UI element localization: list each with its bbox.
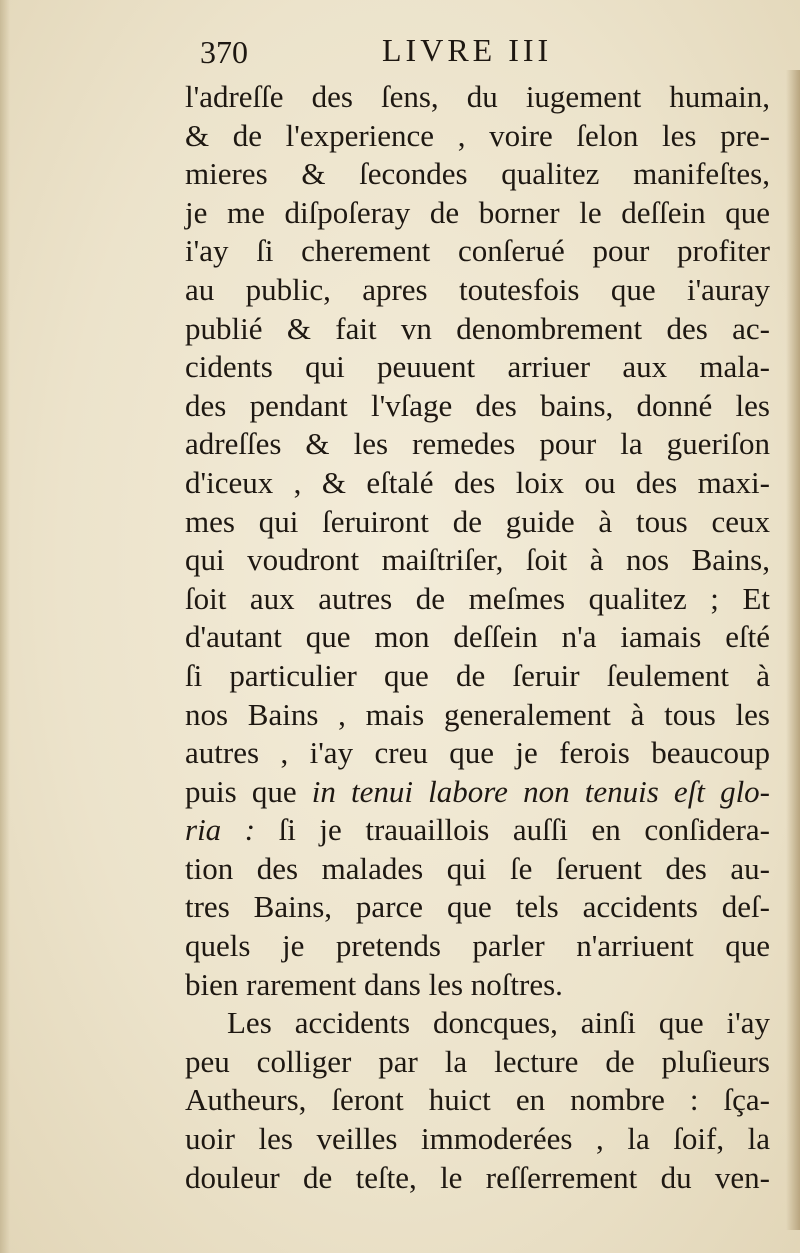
text-line: au public, apres toutesfois que i'auray bbox=[185, 271, 770, 307]
text-line: tion des malades qui ſe ſeruent des au- bbox=[185, 850, 770, 886]
text-line: je me diſpoſeray de borner le deſſein que bbox=[185, 194, 770, 230]
text-line: d'iceux , & eſtalé des loix ou des maxi- bbox=[185, 464, 770, 500]
text-line: nos Bains , mais generalement à tous les bbox=[185, 696, 770, 732]
text-line: ſoit aux autres de meſmes qualitez ; Et bbox=[185, 580, 770, 616]
latin-quotation: in tenui labore non tenuis eſt glo- bbox=[311, 773, 771, 809]
text-line: quels je pretends parler n'arriuent que bbox=[185, 928, 770, 964]
text-line: cidents qui peuuent arriuer aux mala- bbox=[185, 349, 770, 385]
text-line: autres , i'ay creu que je ferois beaucoup bbox=[185, 735, 770, 771]
page-number: 370 bbox=[200, 34, 248, 70]
paragraph-1 bbox=[185, 78, 770, 1004]
text-line: l'adreſſe des ſens, du iugement humain, bbox=[185, 79, 770, 114]
page-gutter-shadow bbox=[0, 0, 10, 1253]
text-line: qui voudront maiſtriſer, ſoit à nos Bains, bbox=[185, 542, 770, 578]
running-head: LIVRE III bbox=[382, 32, 553, 68]
paragraph-2 bbox=[185, 1004, 770, 1197]
text-line: bien rarement dans les noſtres. bbox=[185, 966, 563, 1002]
text-line: tres Bains, parce que tels accidents deſ- bbox=[185, 889, 770, 925]
body-text bbox=[185, 78, 770, 1197]
text-line: Les accidents doncques, ainſi que i'ay bbox=[227, 1005, 770, 1041]
page-edge-shadow bbox=[786, 70, 800, 1230]
text-line: des pendant l'vſage des bains, donné les bbox=[185, 387, 770, 423]
text-line bbox=[185, 773, 770, 812]
text-line: d'autant que mon deſſein n'a iamais eſté bbox=[185, 619, 770, 655]
text-line: adreſſes & les remedes pour la gueriſon bbox=[185, 426, 770, 462]
text-line: mieres & ſecondes qualitez manifeſtes, bbox=[185, 156, 770, 192]
text-line: ſi particulier que de ſeruir ſeulement à bbox=[185, 657, 770, 693]
text-line: peu colliger par la lecture de pluſieurs bbox=[185, 1043, 770, 1079]
line-roman-part: puis que bbox=[185, 773, 312, 809]
text-line: mes qui ſeruiront de guide à tous ceux bbox=[185, 503, 770, 539]
text-line: i'ay ſi cherement conſerué pour profiter bbox=[185, 233, 770, 269]
text-line: uoir les veilles immoderées , la ſoif, la bbox=[185, 1121, 770, 1157]
latin-quotation: ria : bbox=[185, 812, 256, 848]
line-roman-part: ſi je trauaillois auſſi en conſidera- bbox=[255, 812, 770, 848]
text-line: douleur de teſte, le reſſerrement du ven- bbox=[185, 1159, 770, 1195]
text-line: Autheurs, ſeront huict en nombre : ſça- bbox=[185, 1082, 770, 1118]
page-header bbox=[200, 30, 620, 80]
text-line: & de l'experience , voire ſelon les pre- bbox=[185, 117, 770, 153]
text-line bbox=[185, 811, 770, 850]
text-line: publié & fait vn denombrement des ac- bbox=[185, 310, 770, 346]
